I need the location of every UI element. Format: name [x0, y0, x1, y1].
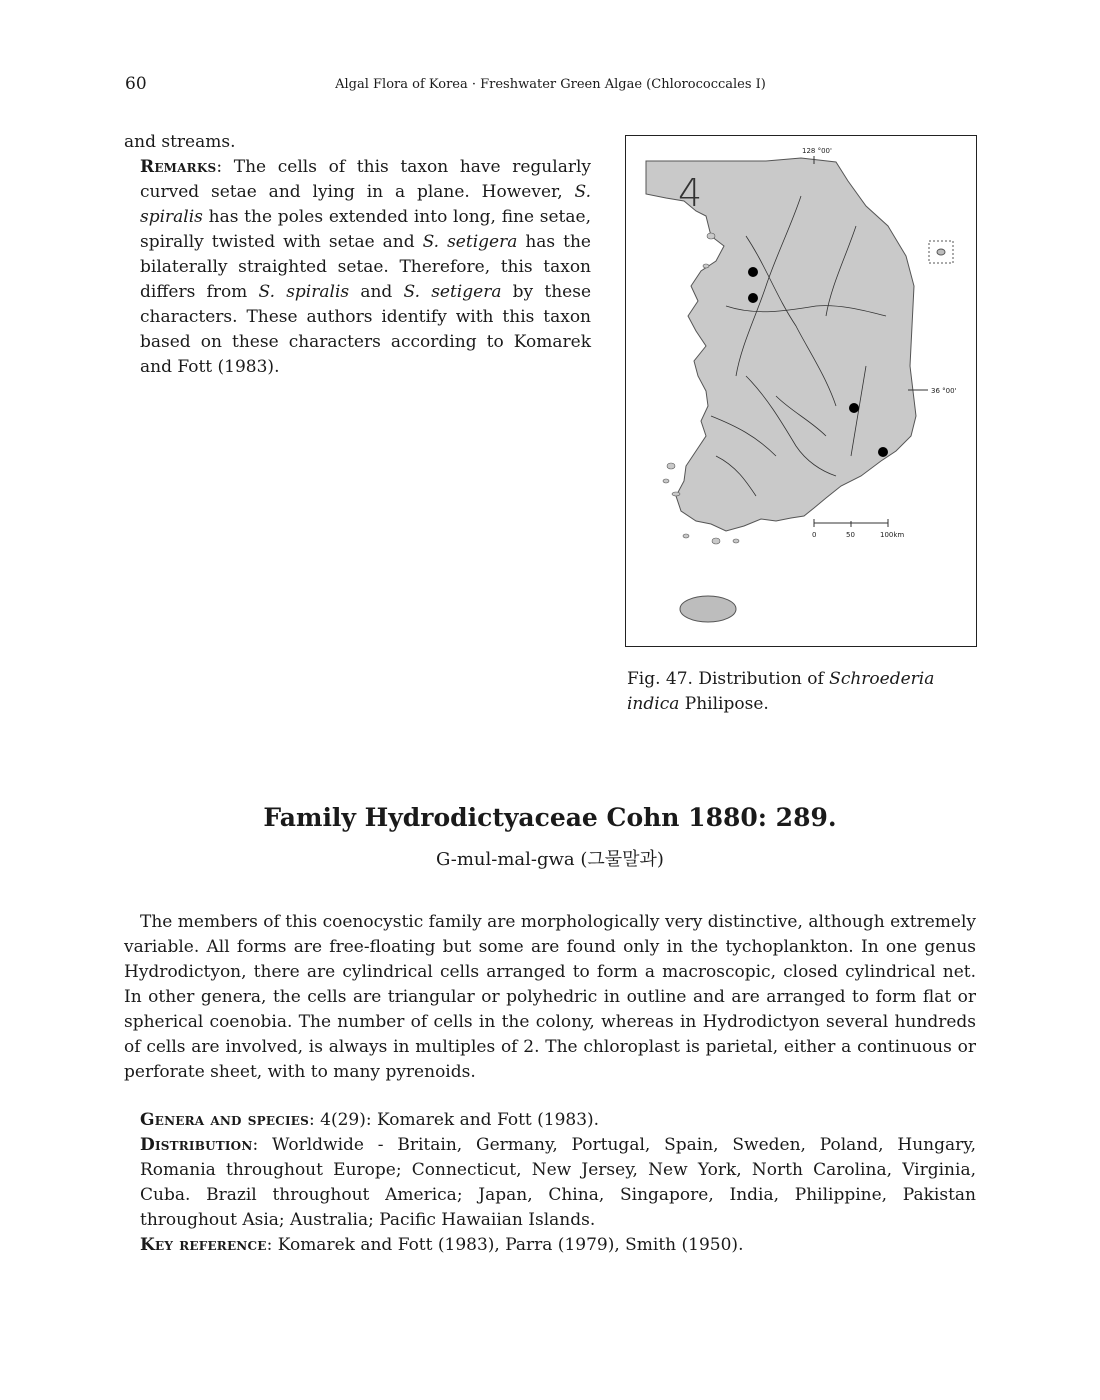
- species-name: S. setigera: [422, 232, 518, 252]
- key-reference: Key reference: Komarek and Fott (1983), Parra (1979), Smith (1950).: [140, 1235, 744, 1255]
- remarks-label: Remarks: [140, 157, 217, 177]
- latitude-label: 36 °00': [931, 387, 957, 395]
- scale-label-0: 0: [812, 531, 817, 539]
- korea-map: [626, 136, 976, 646]
- intro-line: and streams.: [124, 132, 236, 152]
- distribution-point: [748, 267, 758, 277]
- page-header: [125, 74, 976, 98]
- scale-label-100: 100km: [880, 531, 905, 539]
- species-name: S. spiralis: [258, 282, 350, 302]
- distribution-point: [849, 403, 859, 413]
- distribution-point: [878, 447, 888, 457]
- species-name: S. spiralis: [140, 182, 591, 227]
- remarks-text-3: has the bilaterally straighted setae. Therefore, this taxon differs from: [140, 232, 591, 302]
- remarks-text-5: by these characters. These authors identify with this taxon based on these characters according to Komarek and Fott (1983).: [140, 282, 592, 377]
- distribution-label: Distribution: [140, 1135, 253, 1155]
- genera-and-species: Genera and species: 4(29): Komarek and Fott (1983).: [140, 1110, 600, 1130]
- remarks-text-4: and: [349, 282, 404, 302]
- family-heading: Family Hydrodictyaceae Cohn 1880: 289.: [263, 803, 837, 832]
- genera-label: Genera and species: [140, 1110, 309, 1130]
- map-number: 4: [678, 171, 703, 215]
- scale-bar: [814, 519, 888, 527]
- remarks-section: [124, 130, 591, 380]
- scale-label-50: 50: [846, 531, 855, 539]
- distribution-point: [748, 293, 758, 303]
- family-metadata: [124, 1108, 976, 1258]
- family-subtitle: G-mul-mal-gwa (그물말과): [436, 849, 664, 870]
- distribution: Distribution: Worldwide - Britain, Germany, Portugal, Spain, Sweden, Poland, Hungary, Romania throughout Europe; Connecticut, New Jersey, New York, North Carolina, Virginia, Cuba. Brazil throughout America; Japan, China, Singapore, India, Philippine, Pakistan throughout Asia; Australia; Pacific Hawaiian Islands.: [140, 1135, 976, 1230]
- remarks-text-1: : The cells of this taxon have regularly curved setae and lying in a plane. However,: [140, 157, 591, 202]
- species-name: S. setigera: [403, 282, 502, 302]
- running-title: Algal Flora of Korea · Freshwater Green Algae (Chlorococcales I): [335, 77, 766, 92]
- reference-label: Key reference: [140, 1235, 267, 1255]
- jeju-island: [680, 596, 736, 622]
- figure-caption: Fig. 47. Distribution of Schroederia indica Philipose.: [627, 669, 935, 714]
- caption-species: Schroederia indica: [627, 669, 935, 714]
- page-number: 60: [125, 74, 147, 94]
- family-description: The members of this coenocystic family are morphologically very distinctive, although extremely variable. All forms are free-floating but some are found only in the tychoplankton. In one genus Hydrodictyon, there are cylindrical cells arranged to form a macroscopic, closed cylindrical net. In other genera, the cells are triangular or polyhedric in outline and are arranged to form flat or spherical coenobia. The number of cells in the colony, whereas in Hydrodictyon several hundreds of cells are involved, is always in multiples of 2. The chloroplast is parietal, either a continuous or perforate sheet, with to many pyrenoids.: [124, 912, 976, 1082]
- remarks-paragraph: [124, 155, 591, 380]
- distribution-map-figure: [625, 135, 977, 647]
- remarks-text-2: has the poles extended into long, fine setae, spirally twisted with setae and: [140, 207, 591, 252]
- longitude-label: 128 °00': [802, 147, 832, 155]
